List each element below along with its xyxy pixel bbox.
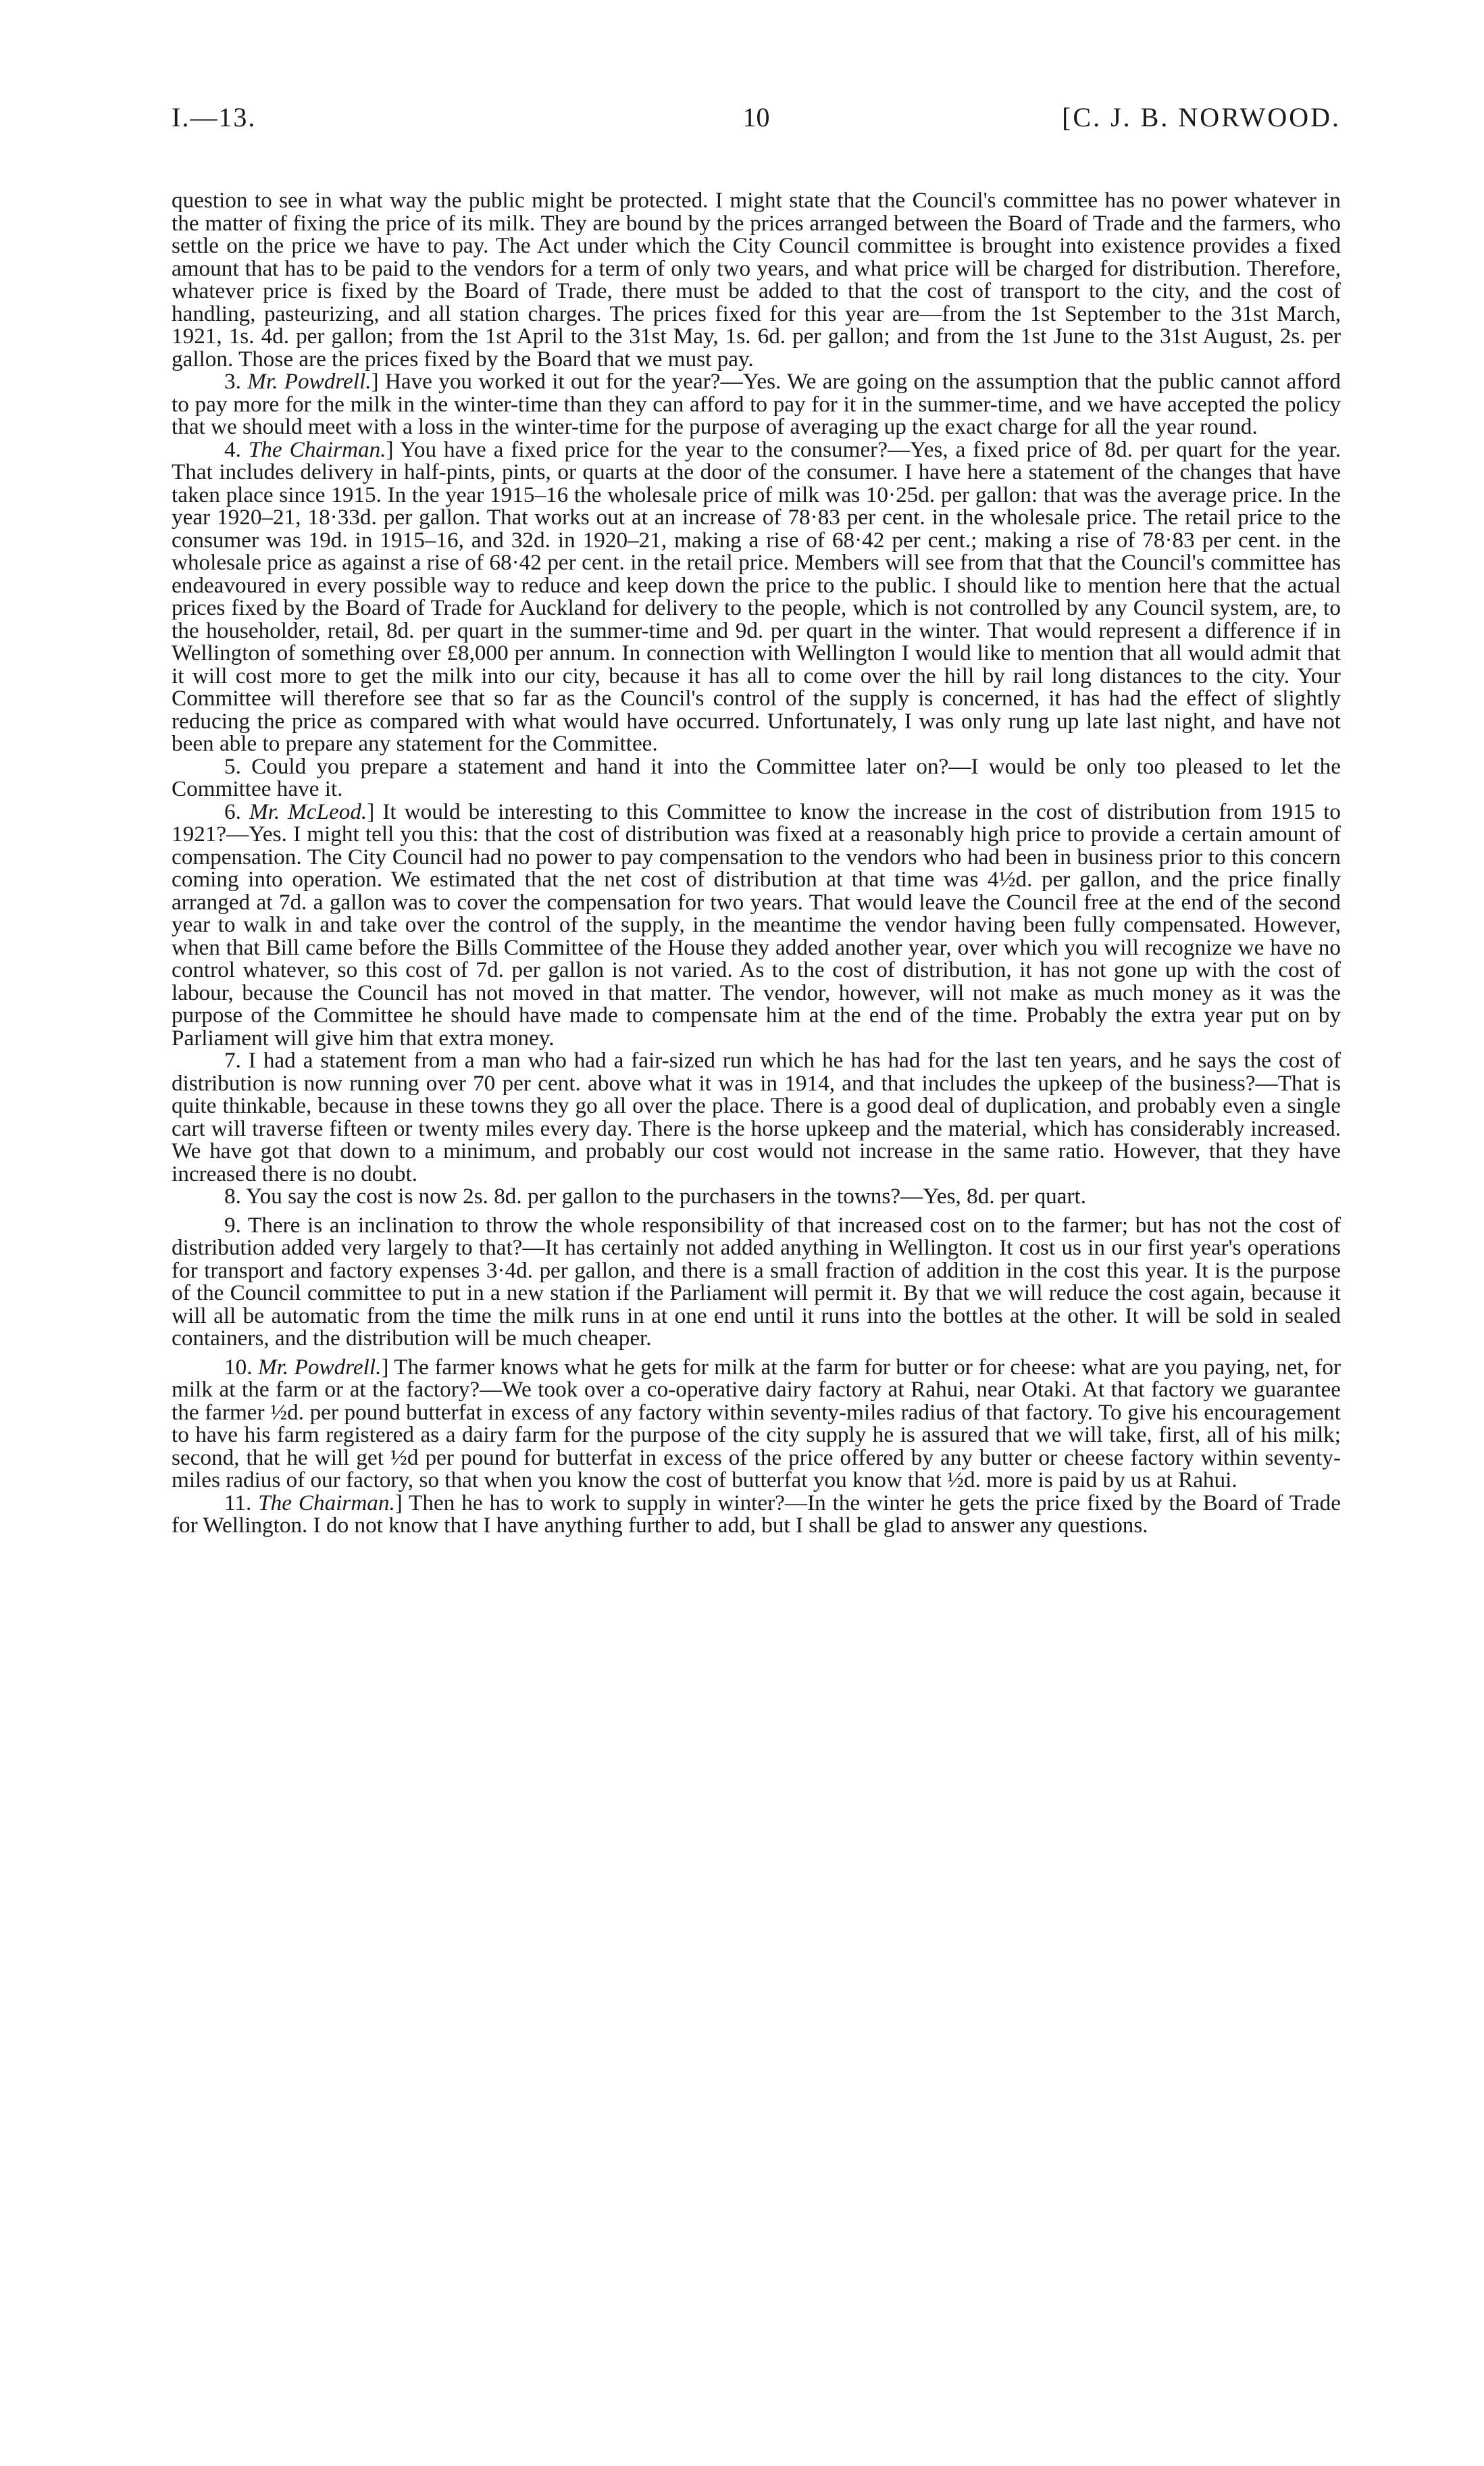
paragraph-question-8 <box>172 1185 1341 1208</box>
paragraph-question-5 <box>172 755 1341 801</box>
paragraph-text: question to see in what way the public might be protected. I might state that the Council's committee has no power whatever in the matter of fixing the price of its milk. They are bound by the prices arranged between the Board of Trade and the farmers, who settle on the price we have to pay. The Act under which the City Council committee is brought into existence provides a fixed amount that has to be paid to the vendors for a term of only two years, and what price will be charged for distribution. Therefore, whatever price is fixed by the Board of Trade, there must be added to that the cost of transport to the city, and the cost of handling, pasteurizing, and all station charges. The prices fixed for this year are—from the 1st September to the 31st March, 1921, 1s. 4d. per gallon; from the 1st April to the 31st May, 1s. 6d. per gallon; and from the 1st June to the 31st August, 2s. per gallon. Those are the prices fixed by the Board that we must pay. <box>172 188 1341 372</box>
paragraph-text: You say the cost is now 2s. 8d. per gallon to the purchasers in the towns?—Yes, 8d. per quart. <box>245 1184 1087 1209</box>
speaker-name: Mr. Powdrell. <box>247 369 372 394</box>
paragraph-text: ] You have a fixed price for the year to the consumer?—Yes, a fixed price of 8d. per quart for the year. That includes delivery in half-pints, pints, or quarts at the door of the consumer. I have here a statement of the changes that have taken place since 1915. In the year 1915–16 the wholesale price of milk was 10·25d. per gallon: that was the average price. In the year 1920–21, 18·33d. per gallon. That works out at an increase of 78·83 per cent. in the wholesale price. The retail price to the consumer was 19d. in 1915–16, and 32d. in 1920–21, making a rise of 68·42 per cent.; making a rise of 78·83 per cent. in the wholesale price as against a rise of 68·42 per cent. in the retail price. Members will see from that that the Council's committee has endeavoured in every possible way to reduce and keep down the price to the public. I should like to mention here that the actual prices fixed by the Board of Trade for Auckland for delivery to the people, which is not controlled by any Council system, are, to the householder, retail, 8d. per quart in the summer-time and 9d. per quart in the winter. That would represent a difference if in Wellington of something over £8,000 per annum. In connection with Wellington I would like to mention that all would admit that it will cost more to get the milk into our city, because it has all to come over the hill by rail long distances to the city. Your Committee will therefore see that so far as the Council's control of the supply is concerned, it has had the effect of slightly reducing the price as compared with what would have occurred. Unfortunately, I was only rung up late last night, and have not been able to prepare any statement for the Committee. <box>172 436 1341 756</box>
question-number: 3. <box>224 369 248 394</box>
speaker-name: The Chairman. <box>248 436 386 462</box>
page-number: 10 <box>742 102 770 132</box>
speaker-name: Mr. Powdrell. <box>257 1354 382 1380</box>
paragraph-question-3 <box>172 370 1341 438</box>
question-number: 8. <box>224 1184 246 1209</box>
paragraph-question-7 <box>172 1049 1341 1185</box>
paragraph-continuation <box>172 189 1341 370</box>
paragraph-question-10 <box>172 1356 1341 1492</box>
page-header <box>172 101 1341 149</box>
speaker-name: Mr. McLeod. <box>249 799 367 824</box>
page-body <box>172 189 1341 1537</box>
paragraph-text: ] The farmer knows what he gets for milk at the farm for butter or for cheese: what are you paying, net, for milk at the farm or at the factory?—We took over a co-operative dairy factory at Rahui, near Otaki. At that factory we guarantee the farmer ½d. per pound butterfat in excess of any factory within seventy-miles radius of that factory. To give his encouragement to have his farm registered as a dairy farm for the purpose of the city supply he is assured that we will take, first, all of his milk; second, that he will get ½d per pound for butterfat in excess of the price offered by any butter or cheese factory within seventy-miles radius of our factory, so that when you know the cost of butterfat you know that ½d. more is paid by us at Rahui. <box>172 1354 1341 1492</box>
paragraph-question-4 <box>172 438 1341 755</box>
paper-reference: I.—13. <box>172 102 257 132</box>
witness-name: [C. J. B. NORWOOD. <box>1062 102 1341 132</box>
question-number: 11. <box>224 1490 259 1515</box>
question-number: 6. <box>224 799 249 824</box>
paragraph-text: ] Then he has to work to supply in winter?—In the winter he gets the price fixed by the Board of Trade for Wellington. I do not know that I have anything further to add, but I shall be glad to answer any questions. <box>172 1490 1341 1538</box>
question-number: 7. <box>224 1048 249 1073</box>
paragraph-text: There is an inclination to throw the whole responsibility of that increased cost on to the farmer; but has not the cost of distribution added very largely to that?—It has certainly not added anything in Wellington. It cost us in our first year's operations for transport and factory expenses 3·4d. per gallon, and there is a small fraction of addition in the cost this year. It is the purpose of the Council committee to put in a new station if the Parliament will permit it. By that we will reduce the cost again, because it will all be automatic from the time the milk runs in at one end until it runs into the bottles at the other. It will be sold in sealed containers, and the distribution will be much cheaper. <box>172 1212 1341 1351</box>
paragraph-text: Could you prepare a statement and hand it into the Committee later on?—I would be only too pleased to let the Committee have it. <box>172 753 1341 801</box>
paragraph-question-9 <box>172 1214 1341 1350</box>
paragraph-question-6 <box>172 801 1341 1050</box>
question-number: 9. <box>224 1212 248 1238</box>
question-number: 4. <box>224 436 249 462</box>
speaker-name: The Chairman. <box>258 1490 395 1515</box>
question-number: 10. <box>224 1354 258 1380</box>
paragraph-question-11 <box>172 1492 1341 1537</box>
paragraph-text: I had a statement from a man who had a fair-sized run which he has had for the last ten years, and he says the cost of distribution is now running over 70 per cent. above what it was in 1914, and that includes the upkeep of the business?—That is quite thinkable, because in these towns they go all over the place. There is a good deal of duplication, and probably even a single cart will traverse fifteen or twenty miles every day. There is the horse upkeep and the material, which has considerably increased. We have got that down to a minimum, and probably our cost would not increase in the same ratio. However, that they have increased there is no doubt. <box>172 1048 1341 1186</box>
paragraph-text: ] It would be interesting to this Committee to know the increase in the cost of distribution from 1915 to 1921?—Yes. I might tell you this: that the cost of distribution was fixed at a reasonably high price to provide a certain amount of compensation. The City Council had no power to pay compensation to the vendors who had been in business prior to this concern coming into operation. We estimated that the net cost of distribution at that time was 4½d. per gallon, and the price finally arranged at 7d. a gallon was to cover the compensation for two years. That would leave the Council free at the end of the second year to walk in and take over the control of the supply, in the meantime the vendor having been fully compensated. However, when that Bill came before the Bills Committee of the House they added another year, over which you will recognize we have no control whatever, so this cost of 7d. per gallon is not varied. As to the cost of distribution, it has not gone up with the cost of labour, because the Council has not moved in that matter. The vendor, however, will not make as much money as it was the purpose of the Committee he should have made to compensate him at the end of the time. Probably the extra year put on by Parliament will give him that extra money. <box>172 799 1341 1051</box>
paragraph-text: ] Have you worked it out for the year?—Yes. We are going on the assumption that the public cannot afford to pay more for the milk in the winter-time than they can afford to pay for it in the summer-time, and we have accepted the policy that we should meet with a loss in the winter-time for the purpose of averaging up the exact charge for all the year round. <box>172 369 1341 439</box>
question-number: 5. <box>224 753 252 779</box>
